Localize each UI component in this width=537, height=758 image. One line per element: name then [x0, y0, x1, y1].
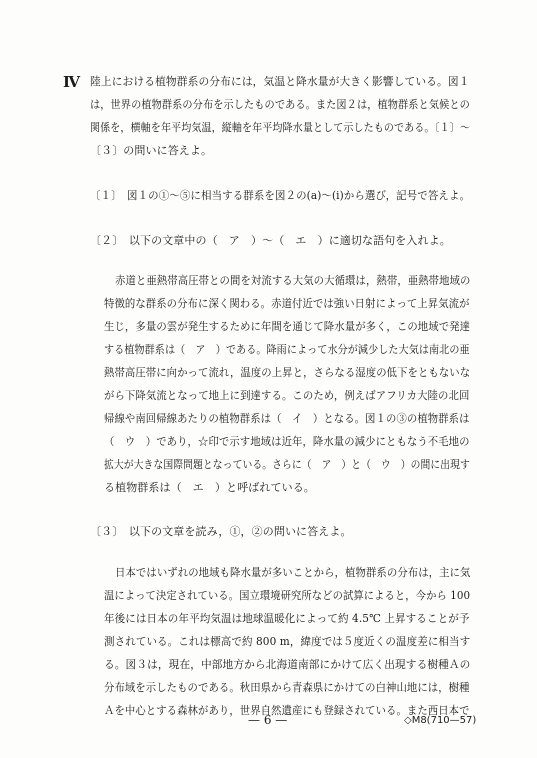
exam-code: ◇M8(710—57) — [404, 715, 477, 726]
passage-2-line: がら下降気流となって地上に到達する。このため，例えばアフリカ大陸の北回 — [104, 389, 470, 402]
question-3: 〔３〕 以下の文章を読み，①，②の問いに答えよ。 — [90, 525, 352, 538]
passage-2-line: する植物群系は（ ア ）である。降雨によって水分が減少した大気は南北の亜 — [104, 343, 470, 356]
passage-3-line: 測されている。これは標高で約 800 m，緯度では５度近くの温度差に相当す — [104, 635, 471, 648]
passage-3-line: 温によって決定されている。国立環境研究所などの試算によると，今から 100 — [104, 589, 471, 602]
passage-2-line: 赤道と亜熱帯高圧帯との間を対流する大気の大循環は，熱帯，亜熱帯地域の — [115, 274, 471, 287]
passage-3-line: る。図３は，現在，中部地方から北海道南部にかけて広く出現する樹種Ａの — [104, 658, 471, 671]
passage-2-line: 生じ，多量の雲が発生するために年間を通じて降水量が多く，この地域で発達 — [104, 320, 471, 333]
question-1: 〔１〕 図１の①〜⑤に相当する群系を図２の(a)〜(i)から選び，記号で答えよ。 — [90, 189, 471, 202]
intro-line: は，世界の植物群系の分布を示したものである。また図２は，植物群系と気候との — [90, 98, 470, 111]
intro-line: 陸上における植物群系の分布には，気温と降水量が大きく影響している。図１ — [90, 75, 470, 88]
passage-3-line: 分布域を示したものである。秋田県から青森県にかけての白神山地には，樹種 — [104, 681, 470, 694]
intro-line: 〔３〕の問いに答えよ。 — [90, 144, 213, 157]
passage-3-line: 日本ではいずれの地域も降水量が多いことから，植物群系の分布は，主に気 — [115, 566, 471, 579]
section-number: Ⅳ — [63, 73, 81, 91]
passage-2-line: （ ウ ）であり，☆印で示す地域は近年，降水量の減少にともなう不毛地の — [104, 435, 470, 448]
passage-2-line: る植物群系は（ エ ）と呼ばれている。 — [104, 481, 315, 494]
passage-2-line: 拡大が大きな国際問題となっている。さらに（ ア ）と（ ウ ）の間に出現す — [104, 458, 470, 471]
passage-2-line: 特徴的な群系の分布に深く関わる。赤道付近では強い日射によって上昇気流が — [104, 297, 470, 310]
passage-2-line: 熱帯高圧帯に向かって流れ，温度の上昇と，さらなる湿度の低下をともないな — [104, 366, 471, 379]
page-number: — 6 — — [248, 713, 288, 727]
passage-3-line: 年後には日本の年平均気温は地球温暖化によって約 4.5℃ 上昇することが予 — [104, 612, 470, 625]
intro-line: 関係を，横軸を年平均気温，縦軸を年平均降水量として示したものである。〔１〕〜 — [90, 121, 471, 134]
question-2: 〔２〕 以下の文章中の（ ア ）〜（ エ ）に適切な語句を入れよ。 — [90, 234, 451, 247]
passage-3-line: Ａを中心とする森林があり，世界自然遺産にも登録されている。また西日本で — [104, 704, 470, 717]
passage-2-line: 帰線や南回帰線あたりの植物群系は（ イ ）となる。図１の③の植物群系は — [104, 412, 470, 425]
